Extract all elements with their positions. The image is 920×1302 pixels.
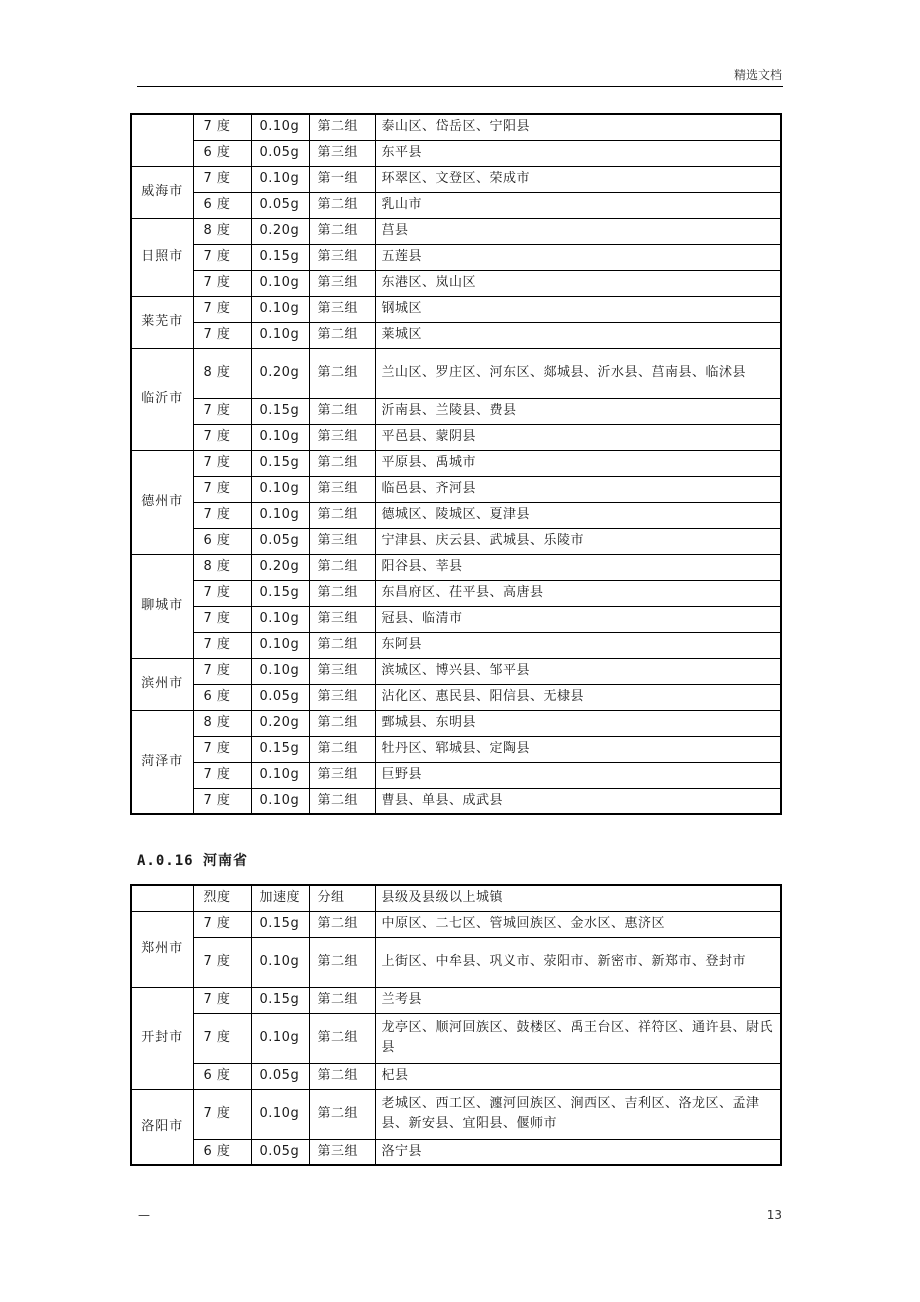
table-row (131, 218, 781, 244)
acceleration-cell: 0.05g (251, 140, 309, 166)
intensity-cell: 7 度 (193, 270, 251, 296)
group-cell: 第二组 (309, 322, 375, 348)
area-cell: 东昌府区、茌平县、高唐县 (375, 580, 781, 606)
group-cell: 第三组 (309, 658, 375, 684)
table-row (131, 1139, 781, 1165)
intensity-cell: 6 度 (193, 528, 251, 554)
table-row (131, 270, 781, 296)
intensity-cell: 8 度 (193, 710, 251, 736)
header-label: 精选文档 (733, 68, 782, 82)
area-cell: 东港区、岚山区 (375, 270, 781, 296)
intensity-cell: 7 度 (193, 502, 251, 528)
intensity-cell: 7 度 (193, 1089, 251, 1139)
acceleration-cell: 0.15g (251, 736, 309, 762)
acceleration-cell: 0.20g (251, 554, 309, 580)
acceleration-cell: 0.10g (251, 166, 309, 192)
acceleration-cell: 0.10g (251, 658, 309, 684)
group-cell: 第二组 (309, 348, 375, 398)
city-cell: 威海市 (131, 166, 193, 218)
area-cell: 莒县 (375, 218, 781, 244)
header-group: 分组 (309, 885, 375, 911)
acceleration-cell: 0.20g (251, 710, 309, 736)
table-row (131, 580, 781, 606)
table-row (131, 424, 781, 450)
city-cell: 开封市 (131, 987, 193, 1089)
table-row (131, 632, 781, 658)
table-row (131, 710, 781, 736)
acceleration-cell: 0.10g (251, 502, 309, 528)
header-rule (137, 86, 783, 87)
table-row (131, 937, 781, 987)
group-cell: 第一组 (309, 166, 375, 192)
area-cell: 上街区、中牟县、巩义市、荥阳市、新密市、新郑市、登封市 (375, 937, 781, 987)
group-cell: 第三组 (309, 140, 375, 166)
table-row (131, 788, 781, 814)
table-row (131, 502, 781, 528)
city-cell: 莱芜市 (131, 296, 193, 348)
city-cell: 日照市 (131, 218, 193, 296)
table-row (131, 114, 781, 140)
acceleration-cell: 0.10g (251, 296, 309, 322)
area-cell: 钢城区 (375, 296, 781, 322)
area-cell: 老城区、西工区、瀍河回族区、涧西区、吉利区、洛龙区、孟津县、新安县、宜阳县、偃师市 (375, 1089, 781, 1139)
table-row (131, 398, 781, 424)
area-cell: 环翠区、文登区、荣成市 (375, 166, 781, 192)
intensity-cell: 7 度 (193, 114, 251, 140)
page-number: 13 (766, 1208, 782, 1222)
table-row (131, 554, 781, 580)
city-cell: 临沂市 (131, 348, 193, 450)
table-row (131, 322, 781, 348)
area-cell: 巨野县 (375, 762, 781, 788)
acceleration-cell: 0.10g (251, 476, 309, 502)
group-cell: 第二组 (309, 987, 375, 1013)
area-cell: 乳山市 (375, 192, 781, 218)
table-row (131, 684, 781, 710)
acceleration-cell: 0.05g (251, 528, 309, 554)
intensity-cell: 7 度 (193, 606, 251, 632)
table-row (131, 476, 781, 502)
acceleration-cell: 0.10g (251, 270, 309, 296)
seismic-table-henan (130, 884, 782, 1166)
intensity-cell: 6 度 (193, 192, 251, 218)
group-cell: 第三组 (309, 528, 375, 554)
seismic-table-shandong (130, 113, 782, 815)
intensity-cell: 6 度 (193, 1139, 251, 1165)
city-cell: 郑州市 (131, 911, 193, 987)
table-row (131, 450, 781, 476)
acceleration-cell: 0.15g (251, 911, 309, 937)
intensity-cell: 7 度 (193, 322, 251, 348)
group-cell: 第二组 (309, 450, 375, 476)
intensity-cell: 7 度 (193, 987, 251, 1013)
area-cell: 阳谷县、莘县 (375, 554, 781, 580)
intensity-cell: 7 度 (193, 632, 251, 658)
acceleration-cell: 0.05g (251, 192, 309, 218)
intensity-cell: 6 度 (193, 1063, 251, 1089)
table-row (131, 911, 781, 937)
intensity-cell: 6 度 (193, 140, 251, 166)
area-cell: 牡丹区、郓城县、定陶县 (375, 736, 781, 762)
group-cell: 第二组 (309, 114, 375, 140)
acceleration-cell: 0.15g (251, 244, 309, 270)
group-cell: 第三组 (309, 270, 375, 296)
table-row (131, 244, 781, 270)
acceleration-cell: 0.05g (251, 684, 309, 710)
acceleration-cell: 0.05g (251, 1139, 309, 1165)
area-cell: 沾化区、惠民县、阳信县、无棣县 (375, 684, 781, 710)
table-row (131, 1063, 781, 1089)
group-cell: 第二组 (309, 1013, 375, 1063)
acceleration-cell: 0.10g (251, 1089, 309, 1139)
group-cell: 第二组 (309, 788, 375, 814)
intensity-cell: 6 度 (193, 684, 251, 710)
acceleration-cell: 0.15g (251, 450, 309, 476)
table-row (131, 1089, 781, 1139)
group-cell: 第三组 (309, 296, 375, 322)
area-cell: 五莲县 (375, 244, 781, 270)
acceleration-cell: 0.15g (251, 398, 309, 424)
group-cell: 第三组 (309, 684, 375, 710)
table-row (131, 762, 781, 788)
table-row (131, 987, 781, 1013)
acceleration-cell: 0.10g (251, 114, 309, 140)
group-cell: 第二组 (309, 710, 375, 736)
group-cell: 第二组 (309, 218, 375, 244)
acceleration-cell: 0.15g (251, 580, 309, 606)
city-cell: 聊城市 (131, 554, 193, 658)
table-row (131, 736, 781, 762)
group-cell: 第二组 (309, 736, 375, 762)
group-cell: 第二组 (309, 502, 375, 528)
acceleration-cell: 0.15g (251, 987, 309, 1013)
intensity-cell: 7 度 (193, 166, 251, 192)
group-cell: 第三组 (309, 424, 375, 450)
area-cell: 兰山区、罗庄区、河东区、郯城县、沂水县、莒南县、临沭县 (375, 348, 781, 398)
acceleration-cell: 0.10g (251, 788, 309, 814)
table-row (131, 192, 781, 218)
group-cell: 第二组 (309, 937, 375, 987)
table-row (131, 606, 781, 632)
acceleration-cell: 0.10g (251, 1013, 309, 1063)
area-cell: 龙亭区、顺河回族区、鼓楼区、禹王台区、祥符区、通许县、尉氏县 (375, 1013, 781, 1063)
acceleration-cell: 0.10g (251, 632, 309, 658)
acceleration-cell: 0.10g (251, 322, 309, 348)
intensity-cell: 8 度 (193, 554, 251, 580)
area-cell: 东平县 (375, 140, 781, 166)
intensity-cell: 7 度 (193, 937, 251, 987)
city-cell: 滨州市 (131, 658, 193, 710)
city-cell: 菏泽市 (131, 710, 193, 814)
table-row (131, 1013, 781, 1063)
area-cell: 中原区、二七区、管城回族区、金水区、惠济区 (375, 911, 781, 937)
group-cell: 第三组 (309, 762, 375, 788)
acceleration-cell: 0.05g (251, 1063, 309, 1089)
section-title: A.0.16 河南省 (137, 853, 249, 869)
area-cell: 曹县、单县、成武县 (375, 788, 781, 814)
group-cell: 第二组 (309, 911, 375, 937)
intensity-cell: 8 度 (193, 218, 251, 244)
area-cell: 兰考县 (375, 987, 781, 1013)
area-cell: 鄄城县、东明县 (375, 710, 781, 736)
group-cell: 第二组 (309, 554, 375, 580)
area-cell: 平原县、禹城市 (375, 450, 781, 476)
group-cell: 第二组 (309, 1089, 375, 1139)
intensity-cell: 7 度 (193, 762, 251, 788)
intensity-cell: 7 度 (193, 244, 251, 270)
city-cell (131, 114, 193, 166)
intensity-cell: 7 度 (193, 450, 251, 476)
area-cell: 临邑县、齐河县 (375, 476, 781, 502)
header-intensity: 烈度 (193, 885, 251, 911)
intensity-cell: 7 度 (193, 736, 251, 762)
area-cell: 滨城区、博兴县、邹平县 (375, 658, 781, 684)
area-cell: 宁津县、庆云县、武城县、乐陵市 (375, 528, 781, 554)
intensity-cell: 7 度 (193, 398, 251, 424)
area-cell: 沂南县、兰陵县、费县 (375, 398, 781, 424)
group-cell: 第二组 (309, 192, 375, 218)
table-row (131, 528, 781, 554)
header-city (131, 885, 193, 911)
area-cell: 平邑县、蒙阴县 (375, 424, 781, 450)
table-row (131, 296, 781, 322)
group-cell: 第三组 (309, 1139, 375, 1165)
area-cell: 洛宁县 (375, 1139, 781, 1165)
header-acceleration: 加速度 (251, 885, 309, 911)
footer-dash: — (138, 1208, 150, 1222)
header-area: 县级及县级以上城镇 (375, 885, 781, 911)
table-row (131, 166, 781, 192)
intensity-cell: 7 度 (193, 580, 251, 606)
acceleration-cell: 0.10g (251, 937, 309, 987)
intensity-cell: 7 度 (193, 911, 251, 937)
group-cell: 第三组 (309, 244, 375, 270)
table-row (131, 348, 781, 398)
group-cell: 第二组 (309, 398, 375, 424)
table-row (131, 658, 781, 684)
table-header-row (131, 885, 781, 911)
group-cell: 第三组 (309, 476, 375, 502)
intensity-cell: 7 度 (193, 788, 251, 814)
acceleration-cell: 0.20g (251, 348, 309, 398)
area-cell: 冠县、临清市 (375, 606, 781, 632)
intensity-cell: 7 度 (193, 424, 251, 450)
table-row (131, 140, 781, 166)
city-cell: 洛阳市 (131, 1089, 193, 1165)
area-cell: 泰山区、岱岳区、宁阳县 (375, 114, 781, 140)
group-cell: 第二组 (309, 632, 375, 658)
area-cell: 德城区、陵城区、夏津县 (375, 502, 781, 528)
city-cell: 德州市 (131, 450, 193, 554)
area-cell: 莱城区 (375, 322, 781, 348)
intensity-cell: 7 度 (193, 1013, 251, 1063)
intensity-cell: 7 度 (193, 296, 251, 322)
intensity-cell: 7 度 (193, 658, 251, 684)
acceleration-cell: 0.10g (251, 424, 309, 450)
group-cell: 第二组 (309, 1063, 375, 1089)
intensity-cell: 8 度 (193, 348, 251, 398)
acceleration-cell: 0.20g (251, 218, 309, 244)
group-cell: 第二组 (309, 580, 375, 606)
area-cell: 杞县 (375, 1063, 781, 1089)
acceleration-cell: 0.10g (251, 606, 309, 632)
area-cell: 东阿县 (375, 632, 781, 658)
acceleration-cell: 0.10g (251, 762, 309, 788)
intensity-cell: 7 度 (193, 476, 251, 502)
group-cell: 第三组 (309, 606, 375, 632)
